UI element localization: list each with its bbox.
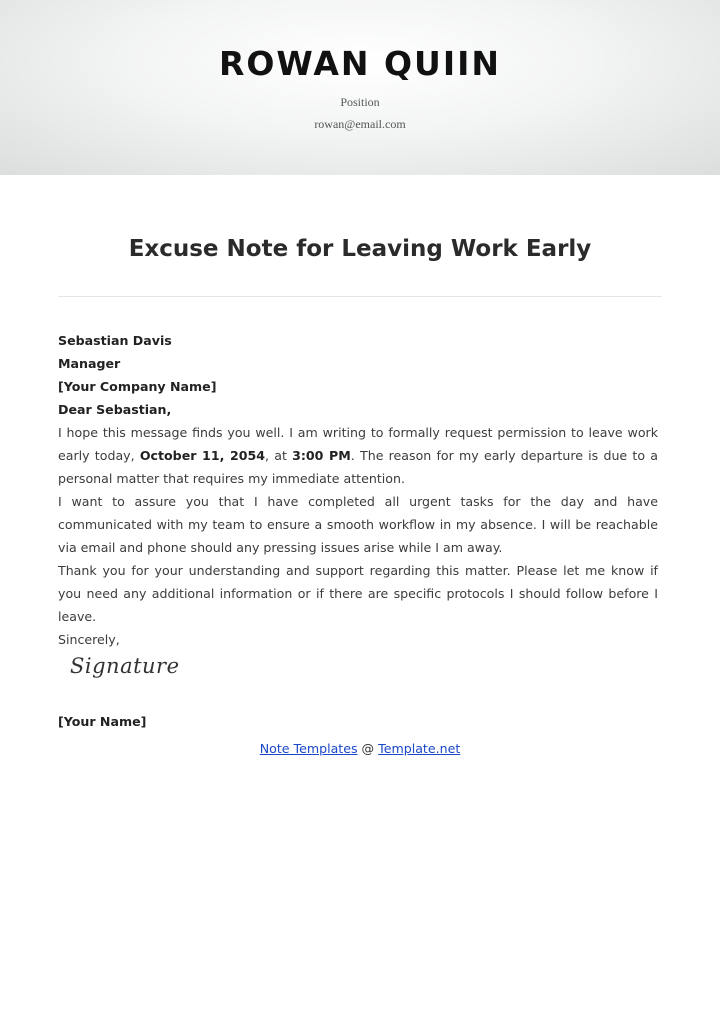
salutation: Dear Sebastian, bbox=[58, 402, 172, 417]
paragraph-request-text-2: , at bbox=[265, 448, 293, 463]
sender-name-placeholder: [Your Name] bbox=[58, 714, 147, 729]
paragraph-request-text-1: I hope this message finds you well. I am writing to formally request permission to leave work early today, bbox=[58, 425, 658, 463]
sender-position: Position bbox=[340, 95, 380, 109]
leave-time: 3:00 PM bbox=[292, 448, 351, 463]
signature: Signature bbox=[70, 654, 180, 678]
letterhead bbox=[0, 0, 720, 175]
leave-date: October 11, 2054 bbox=[139, 448, 266, 463]
paragraph-request-text-3: . The reason for my early departure is due to a personal matter that requires my immediate attention. bbox=[58, 448, 658, 486]
footer-credit bbox=[0, 737, 720, 760]
paragraph-assurance: I want to assure you that I have completed all urgent tasks for the day and have communicated with my team to ensure a smooth workflow in my absence. I will be reachable via email and phone should any pressing issues arise while I am away. bbox=[58, 494, 658, 555]
sender-email: rowan@email.com bbox=[314, 117, 406, 131]
letter-body bbox=[58, 329, 658, 651]
document-title: Excuse Note for Leaving Work Early bbox=[128, 236, 592, 262]
recipient-company: [Your Company Name] bbox=[58, 379, 217, 394]
note-templates-link[interactable]: Note Templates bbox=[259, 741, 358, 756]
recipient-title: Manager bbox=[58, 356, 121, 371]
title-divider bbox=[58, 296, 662, 297]
paragraph-request bbox=[58, 421, 658, 490]
closing: Sincerely, bbox=[58, 632, 120, 647]
footer-separator: @ bbox=[357, 741, 379, 756]
paragraph-thanks: Thank you for your understanding and support regarding this matter. Please let me know if you need any additional information or if there are specific protocols I should follow before I leave. bbox=[58, 563, 658, 624]
template-net-link[interactable]: Template.net bbox=[378, 741, 461, 756]
recipient-name: Sebastian Davis bbox=[58, 333, 172, 348]
sender-name-heading: ROWAN QUIIN bbox=[218, 44, 502, 83]
